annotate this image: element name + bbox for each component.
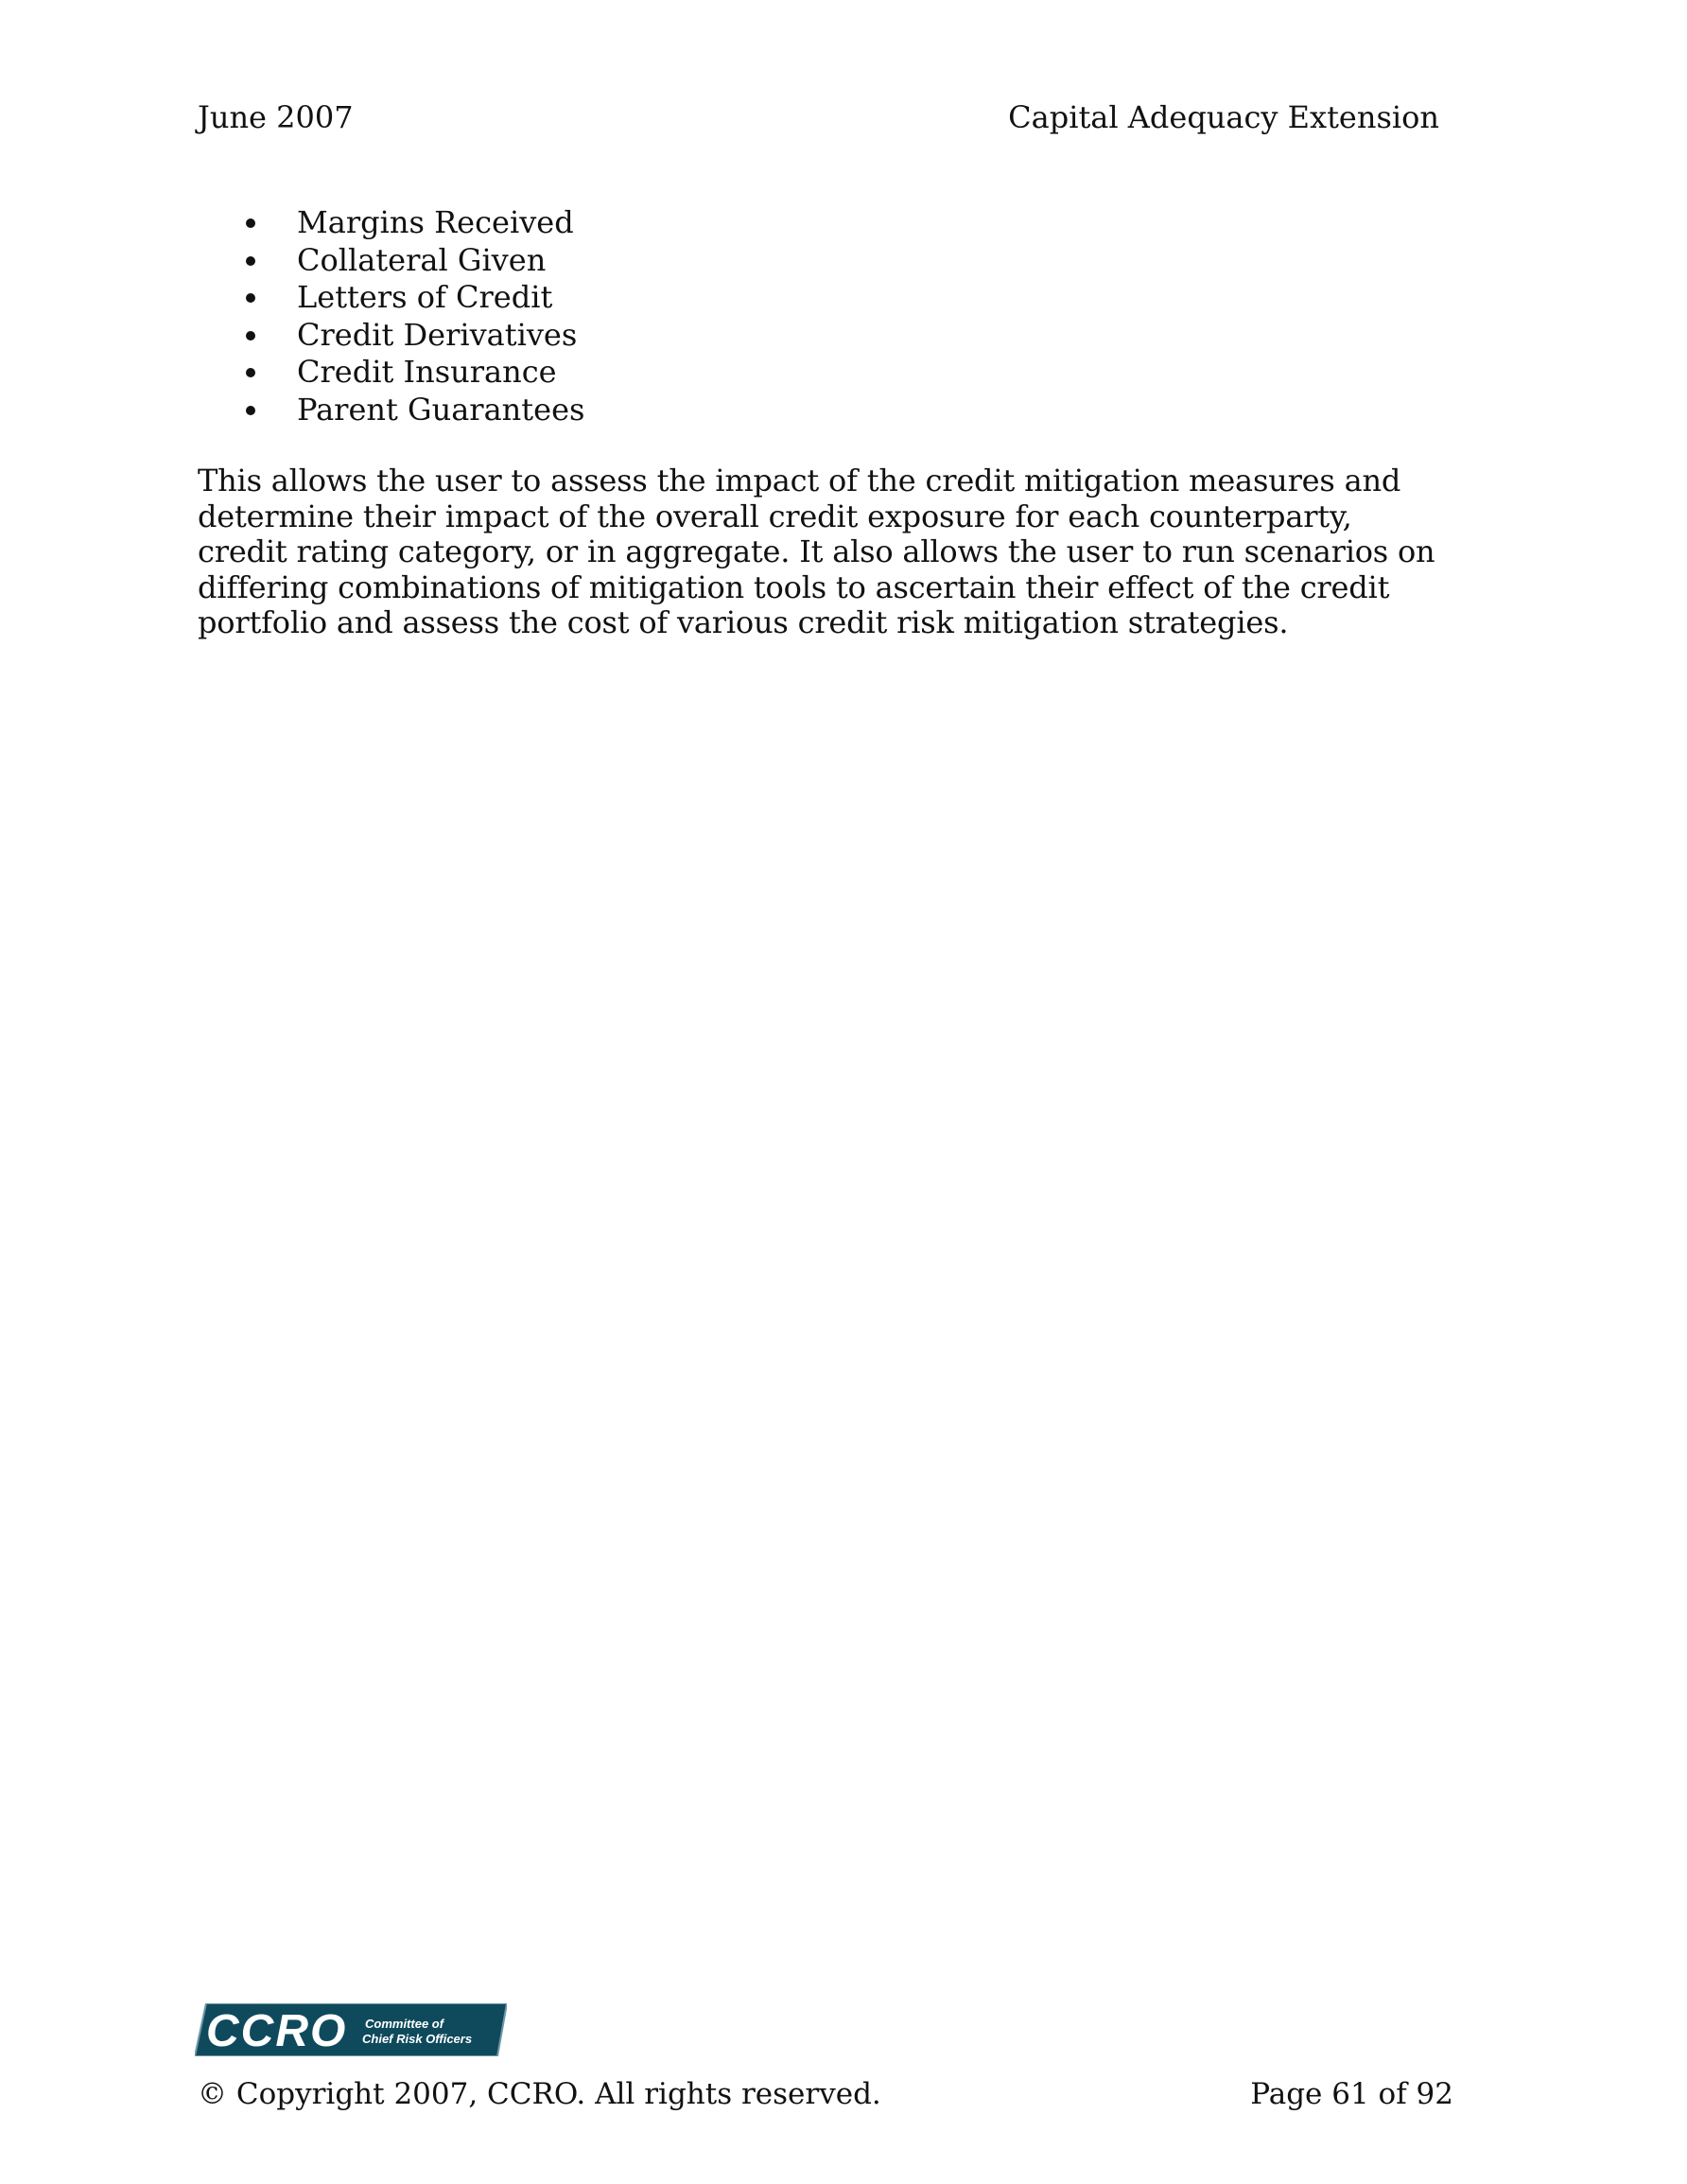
page-header [198,98,1439,136]
page-footer [198,2075,1453,2113]
list-item-label: Parent Guarantees [297,391,585,428]
list-item [244,354,584,392]
list-item-label: Credit Derivatives [297,316,578,353]
list-item-label: Margins Received [297,204,574,240]
bullet-icon [246,256,255,266]
bullet-icon [246,331,255,341]
logo-mark: CCRO [206,2006,348,2056]
list-item [244,392,584,429]
body-paragraph: This allows the user to assess the impact of the credit mitigation measures and determine their impact of the overall credit exposure for each counterparty, credit rating category, or in aggregate. It also allows the user to run scenarios on differing combinations of mitigation tools to ascertain their effect of the credit portfolio and assess the cost of various credit risk mitigation strategies. [198,463,1435,640]
list-item-label: Letters of Credit [297,279,553,316]
logo-line-2: Chief Risk Officers [362,2032,473,2046]
bullet-icon [246,368,255,377]
list-item [244,317,584,355]
bullet-list [244,204,584,429]
list-item [244,242,584,280]
page-number: Page 61 of 92 [1250,2077,1453,2111]
list-item [244,204,584,242]
list-item [244,279,584,317]
list-item-label: Collateral Given [297,241,547,278]
header-date: June 2007 [198,99,354,135]
bullet-icon [246,218,255,228]
logo-line-1: Committee of [365,2017,444,2031]
copyright-text: © Copyright 2007, CCRO. All rights reserved. [198,2077,881,2111]
list-item-label: Credit Insurance [297,354,557,391]
ccro-logo [195,2003,507,2056]
bullet-icon [246,406,255,415]
bullet-icon [246,293,255,303]
header-title: Capital Adequacy Extension [1008,99,1439,135]
